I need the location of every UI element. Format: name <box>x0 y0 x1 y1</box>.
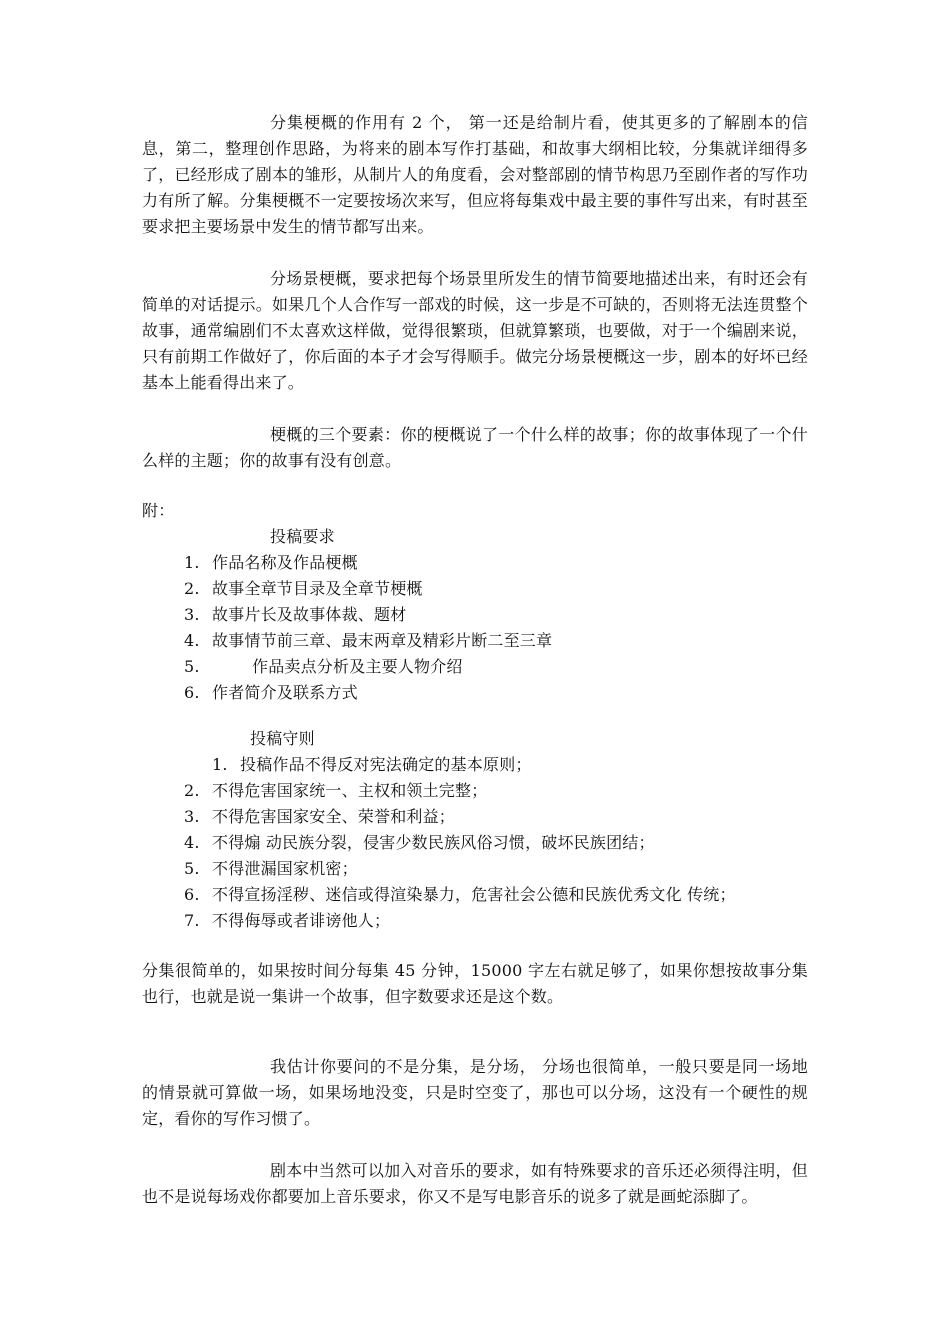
list-item <box>142 778 808 804</box>
list-text: 作者简介及联系方式 <box>212 683 358 702</box>
list-item <box>142 830 808 856</box>
list-number: 3. <box>184 807 200 826</box>
submission-requirements-heading: 投稿要求 <box>270 527 335 546</box>
paragraph-episode-length: 分集很简单的，如果按时间分每集 45 分钟，15000 字左右就足够了，如果你想按故事分集也行，也就是说一集讲一个故事，但字数要求还是这个数。 <box>142 961 808 1006</box>
list-number: 2. <box>184 781 200 800</box>
list-number: 5. <box>184 657 200 676</box>
list-item <box>142 856 808 882</box>
list-number: 1. <box>184 553 200 572</box>
list-number: 7. <box>184 911 200 930</box>
list-text: 作品名称及作品梗概 <box>212 553 358 572</box>
list-number: 2. <box>184 579 200 598</box>
list-item <box>142 602 808 628</box>
list-text: 不得危害国家统一、主权和领土完整； <box>212 781 488 800</box>
list-item <box>142 680 808 706</box>
list-text: 投稿作品不得反对宪法确定的基本原则； <box>240 755 532 774</box>
list-item <box>142 654 808 680</box>
document-body <box>142 110 808 1210</box>
list-number: 1. <box>212 755 228 774</box>
list-item <box>142 550 808 576</box>
list-text: 故事情节前三章、最末两章及精彩片断二至三章 <box>212 631 553 650</box>
list-text: 不得宣扬淫秽、迷信或得渲染暴力，危害社会公德和民族优秀文化 传统； <box>212 885 736 904</box>
list-text: 故事片长及故事体裁、题材 <box>212 605 407 624</box>
list-item <box>142 908 808 934</box>
list-number: 4. <box>184 833 200 852</box>
list-text: 不得危害国家安全、荣誉和利益； <box>212 807 456 826</box>
list-number: 6. <box>184 683 200 702</box>
paragraph-synopsis-elements: 梗概的三个要素：你的梗概说了一个什么样的故事；你的故事体现了一个什么样的主题；你的故事有没有创意。 <box>142 425 808 470</box>
paragraph-episode-synopsis: 分集梗概的作用有 2 个， 第一还是给制片看，使其更多的了解剧本的信息，第二，整理创作思路，为将来的剧本写作打基础，和故事大纲相比较，分集就详细得多了，已经形成了剧本的雏形，从制片人的角度看，会对整部剧的情节构思乃至剧作者的写作功力有所了解。分集梗概不一定要按场次来写，但应将每集戏中最主要的事件写出来，有时甚至要求把主要场景中发生的情节都写出来。 <box>142 113 808 236</box>
list-item <box>142 752 808 778</box>
list-number: 6. <box>184 885 200 904</box>
list-number: 4. <box>184 631 200 650</box>
appendix-label: 附： <box>142 501 175 520</box>
list-item <box>142 576 808 602</box>
submission-rules-heading: 投稿守则 <box>250 729 315 748</box>
list-item <box>142 628 808 654</box>
list-text: 不得侮辱或者诽谤他人； <box>212 911 391 930</box>
list-text: 作品卖点分析及主要人物介绍 <box>252 657 463 676</box>
paragraph-scene-synopsis: 分场景梗概，要求把每个场景里所发生的情节简要地描述出来，有时还会有简单的对话提示。如果几个人合作写一部戏的时候，这一步是不可缺的，否则将无法连贯整个故事，通常编剧们不太喜欢这样做，觉得很繁琐，但就算繁琐，也要做，对于一个编剧来说，只有前期工作做好了，你后面的本子才会写得顺手。做完分场景梗概这一步，剧本的好坏已经基本上能看得出来了。 <box>142 269 808 392</box>
paragraph-scene-division: 我估计你要问的不是分集，是分场， 分场也很简单，一般只要是同一场地的情景就可算做一场，如果场地没变，只是时空变了，那也可以分场，这没有一个硬性的规定，看你的写作习惯了。 <box>142 1057 808 1128</box>
paragraph-music-requirements: 剧本中当然可以加入对音乐的要求，如有特殊要求的音乐还必须得注明，但也不是说每场戏你都要加上音乐要求，你又不是写电影音乐的说多了就是画蛇添脚了。 <box>142 1161 808 1206</box>
list-text: 故事全章节目录及全章节梗概 <box>212 579 423 598</box>
submission-requirements-list <box>142 550 808 706</box>
list-number: 5. <box>184 859 200 878</box>
list-item <box>142 804 808 830</box>
list-number: 3. <box>184 605 200 624</box>
list-item <box>142 882 808 908</box>
list-text: 不得煽 动民族分裂，侵害少数民族风俗习惯，破坏民族团结； <box>212 833 655 852</box>
list-text: 不得泄漏国家机密； <box>212 859 358 878</box>
submission-rules-list <box>142 752 808 934</box>
